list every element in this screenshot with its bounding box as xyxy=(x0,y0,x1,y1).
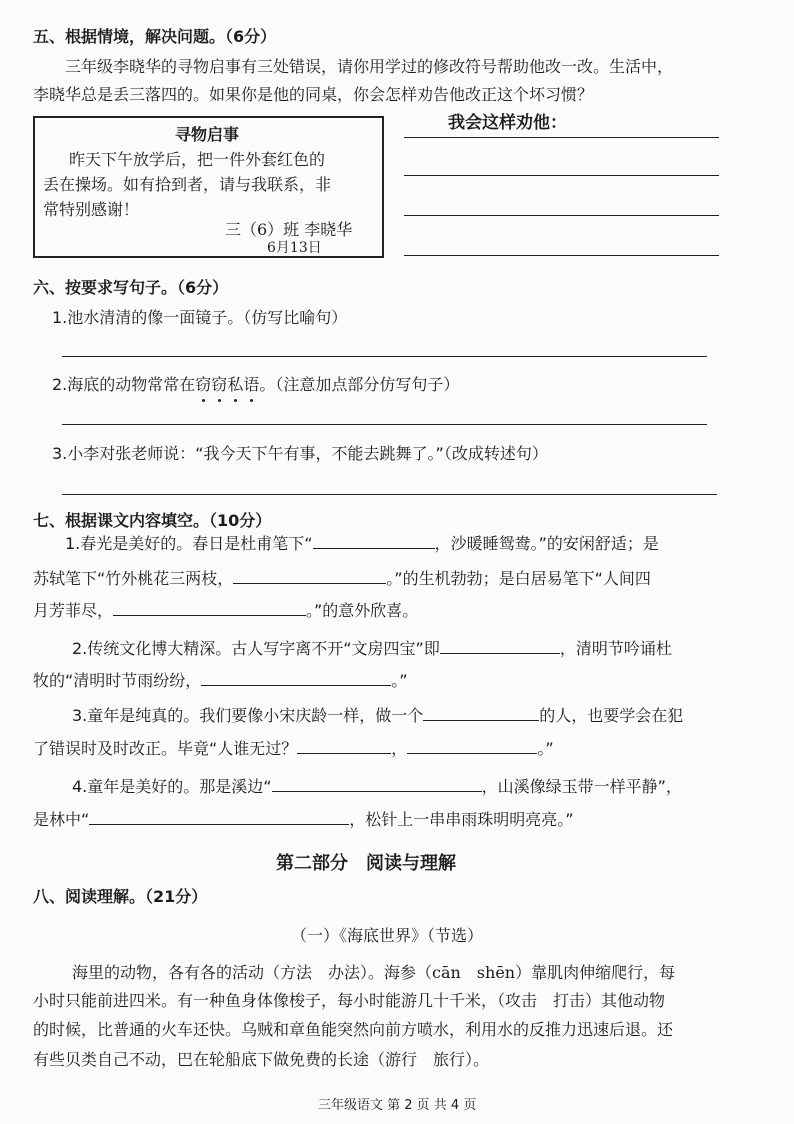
text: ，山溪像绿玉带一样平静”， xyxy=(481,777,682,796)
notice-date: 6月13日 xyxy=(267,240,322,256)
text: 。”的生机勃勃；是白居易笔下“人间四 xyxy=(386,569,651,588)
text: ，清明节吟诵杜 xyxy=(559,639,672,658)
section6-q3: 3.小李对张老师说：“我今天下午有事，不能去跳舞了。”（改成转述句） xyxy=(52,444,548,463)
dotted-char: 窃 xyxy=(195,375,212,394)
fill-blank[interactable] xyxy=(313,532,435,549)
text: 1.春光是美好的。春日是杜甫笔下“ xyxy=(65,534,313,553)
text: 了错误时及时改正。毕竟“人谁无过？ xyxy=(33,739,298,758)
fill-blank[interactable] xyxy=(297,737,391,754)
section7-q4-line1 xyxy=(72,775,682,797)
dotted-char: 语 xyxy=(243,375,260,394)
text: 月芳菲尽， xyxy=(33,601,114,620)
section7-q1-line2 xyxy=(33,567,651,589)
section5-heading: 五、根据情境，解决问题。（6分） xyxy=(33,27,277,46)
section6-q2 xyxy=(52,375,459,395)
part2-title: 第二部分 阅读与理解 xyxy=(276,853,456,874)
q2-text-post: 。（注意加点部分仿写句子） xyxy=(259,375,460,394)
notice-line3: 常特别感谢！ xyxy=(43,200,140,219)
dotted-char: 私 xyxy=(227,375,244,394)
fill-blank[interactable] xyxy=(201,669,391,686)
advice-answer-line[interactable] xyxy=(404,255,719,256)
section7-q1-line3 xyxy=(33,599,418,621)
notice-signature: 三（6）班 李晓华 xyxy=(225,220,353,239)
text: 的人，也要学会在犯 xyxy=(539,706,684,725)
dotted-char: 窃 xyxy=(211,375,228,394)
reading-para-line1: 海里的动物，各有各的活动（方法 办法）。海参（cān shēn）靠肌肉伸缩爬行，每 xyxy=(72,963,676,982)
fill-blank[interactable] xyxy=(423,704,539,721)
section7-q3-line2 xyxy=(33,737,554,759)
advice-answer-line[interactable] xyxy=(404,175,719,176)
section7-q2-line2 xyxy=(33,669,408,691)
fill-blank[interactable] xyxy=(233,567,386,584)
section7-heading: 七、根据课文内容填空。（10分） xyxy=(33,511,272,530)
text: 牧的“清明时节雨纷纷， xyxy=(33,671,202,690)
reading-subtitle: （一）《海底世界》（节选） xyxy=(291,926,484,945)
section6-q2-answer-line[interactable] xyxy=(62,424,707,425)
section6-heading: 六、按要求写句子。（6分） xyxy=(33,278,229,297)
text: 苏轼笔下“竹外桃花三两枝， xyxy=(33,569,234,588)
fill-blank[interactable] xyxy=(407,737,537,754)
text: ，松针上一串串雨珠明明亮亮。” xyxy=(349,810,574,829)
section7-q1-line1 xyxy=(65,532,659,554)
advice-answer-line[interactable] xyxy=(404,215,719,216)
text: 。” xyxy=(391,671,408,690)
section8-heading: 八、阅读理解。（21分） xyxy=(33,887,208,906)
notice-line2: 丢在操场。如有拾到者，请与我联系，非 xyxy=(43,175,332,194)
text: 2.传统文化博大精深。古人写字离不开“文房四宝”即 xyxy=(72,639,440,658)
fill-blank[interactable] xyxy=(272,775,482,792)
section7-q3-line1 xyxy=(72,704,683,726)
advice-label: 我会这样劝他： xyxy=(448,113,567,133)
section7-q2-line1 xyxy=(72,637,672,659)
text: 是林中“ xyxy=(33,810,90,829)
page-footer: 三年级语文 第 2 页 共 4 页 xyxy=(318,1098,477,1113)
text: 。” xyxy=(537,739,554,758)
section5-para-line1: 三年级李晓华的寻物启事有三处错误，请你用学过的修改符号帮助他改一改。生活中， xyxy=(65,57,674,76)
q2-text-pre: 2.海底的动物常常在 xyxy=(52,375,196,394)
fill-blank[interactable] xyxy=(89,808,349,825)
text: ，沙暖睡鸳鸯。”的安闲舒适；是 xyxy=(434,534,659,553)
text: 3.童年是纯真的。我们要像小宋庆龄一样，做一个 xyxy=(72,706,424,725)
section6-q1: 1.池水清清的像一面镜子。（仿写比喻句） xyxy=(52,308,348,327)
reading-para-line4: 有些贝类自己不动，巴在轮船底下做免费的长途（游行 旅行）。 xyxy=(33,1050,490,1069)
reading-para-line2: 小时只能前进四米。有一种鱼身体像梭子，每小时能游几十千米，（攻击 打击）其他动物 xyxy=(33,991,666,1010)
notice-title: 寻物启事 xyxy=(175,125,240,144)
advice-answer-line[interactable] xyxy=(404,137,719,138)
section7-q4-line2 xyxy=(33,808,574,830)
section5-para-line2: 李晓华总是丢三落四的。如果你是他的同桌，你会怎样劝告他改正这个坏习惯？ xyxy=(33,85,594,104)
section6-q3-answer-line[interactable] xyxy=(62,494,717,495)
section6-q1-answer-line[interactable] xyxy=(62,356,707,357)
fill-blank[interactable] xyxy=(113,599,306,616)
fill-blank[interactable] xyxy=(440,637,560,654)
notice-line1: 昨天下午放学后，把一件外套红色的 xyxy=(69,150,326,169)
text: ， xyxy=(391,739,408,758)
lost-notice-box xyxy=(33,116,384,258)
text: 。”的意外欣喜。 xyxy=(306,601,419,620)
reading-para-line3: 的时候，比普通的火车还快。乌贼和章鱼能突然向前方喷水，利用水的反推力迅速后退。还 xyxy=(33,1020,674,1039)
text: 4.童年是美好的。那是溪边“ xyxy=(72,777,272,796)
